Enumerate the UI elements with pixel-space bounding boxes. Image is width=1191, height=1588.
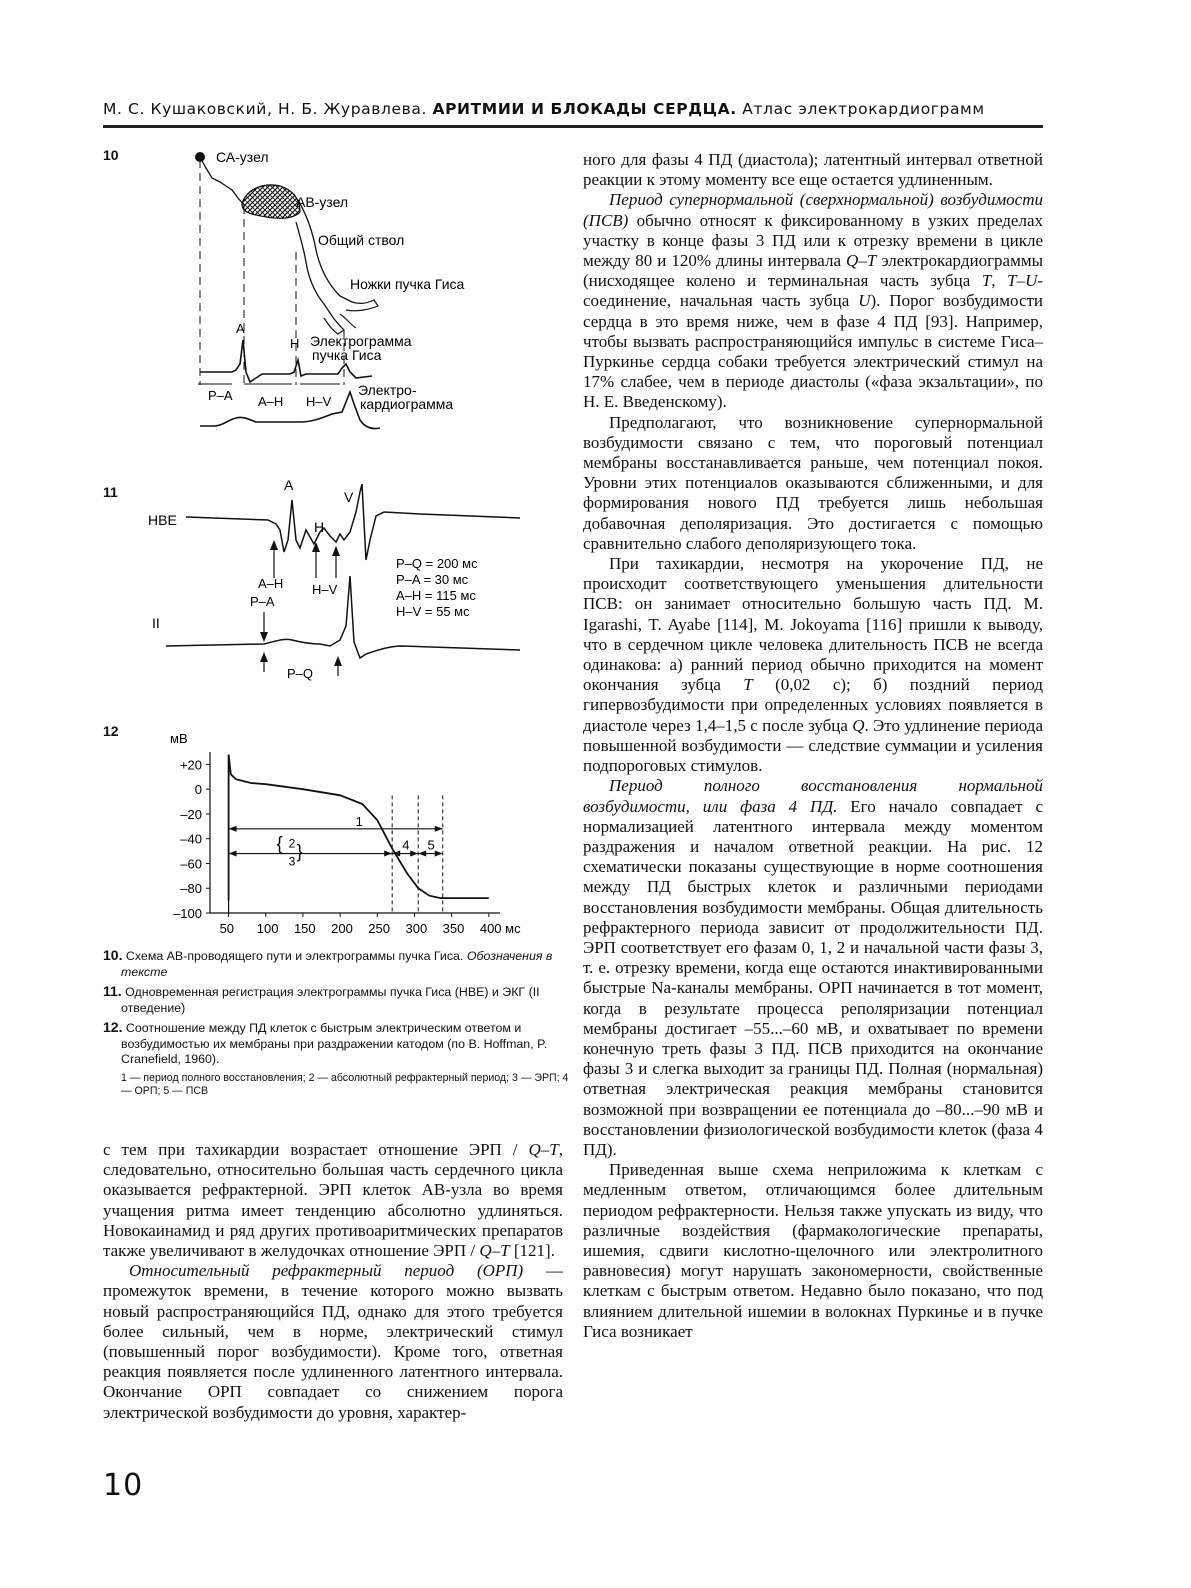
- right-paragraph-5: Приведенная выше схема неприложима к клеткам с медленным ответом, отличающимся более длительным периодом рефрактерности. Нельзя также упускать из виду, что различные воздействия (фармакологические препараты, ишемия, сдвиги кислотно-щелочного или электролитного равновесия) могут нарушать закономерности, свойственные клеткам с быстрым ответом. Недавно было показано, что под влиянием длительной ишемии в волокнах Пуркинье и в пучке Гиса возникает: [583, 1160, 1043, 1341]
- right-paragraph-1: Период супернормальной (сверхнормальной) возбудимости (ПСВ) обычно относят к фиксированному в узких пределах участку в конце фазы 3 ПД или к отрезку времени в цикле между 80 и 120% длины интервала Q–T электрокардиограммы (нисходящее колено и терминальная часть зубца T, T–U-соединение, начальная часть зубца U). Порог возбудимости сердца в это время ниже, чем в фазе 4 ПД [93]. Например, чтобы вызвать распространяющийся импульс в системе Гиса–Пуркинье сердца собаки требуется электрический стимул на 17% слабее, чем в периоде диастолы («фаза экзальтации», по Н. Е. Введенскому).: [583, 190, 1044, 412]
- x-tick-label: 150: [293, 921, 316, 936]
- right-paragraph-0: ного для фазы 4 ПД (диастола); латентный интервал ответной реакции к этому моменту все еще остается удлиненным.: [583, 150, 1043, 190]
- figure-10-number: 10: [103, 147, 119, 163]
- y-tick-label: –20: [180, 806, 202, 822]
- measurement-hv: H–V = 55 мс: [396, 604, 470, 619]
- y-tick-label: –40: [180, 831, 202, 847]
- label-h-wave: H: [314, 519, 325, 535]
- x-tick-label: 350: [442, 921, 465, 936]
- label-common-trunk: Общий ствол: [318, 232, 405, 248]
- figure-11-diagram: [140, 470, 570, 690]
- y-tick-label: –100: [173, 906, 202, 921]
- running-header: [103, 100, 1043, 118]
- page-number: 10: [103, 1468, 144, 1503]
- header-subtitle: Атлас электрокардиограмм: [742, 100, 985, 118]
- label-hbe-2: пучка Гиса: [312, 347, 382, 363]
- measurement-ah: A–H = 115 мс: [396, 588, 476, 603]
- label-h: H: [290, 336, 300, 351]
- period-1-label: 1: [355, 813, 363, 829]
- header-authors: М. С. Кушаковский, Н. Б. Журавлева.: [103, 100, 427, 118]
- y-tick-label: 0: [194, 782, 202, 798]
- brace-right: }: [296, 841, 303, 862]
- x-tick-label: 200: [331, 921, 353, 936]
- label-hbe: HBE: [148, 512, 177, 528]
- period-2-3-arrow-arrow-end: [384, 851, 392, 857]
- caption-11: 11. Одновременная регистрация электрограммы пучка Гиса (HBE) и ЭКГ (II отведение): [103, 983, 540, 1015]
- label-a: A: [236, 321, 245, 336]
- figure-10-diagram: [150, 140, 570, 440]
- label-hv: H–V: [312, 582, 338, 597]
- common-trunk-top: [298, 200, 352, 302]
- chart-unit-label: мВ: [170, 731, 188, 746]
- label-hv-interval: H–V: [306, 394, 332, 409]
- x-tick-label: 400 мс: [479, 921, 521, 936]
- label-av-node: АВ-узел: [296, 194, 349, 210]
- caption-12: 12. Соотношение между ПД клеток с быстрым электрическим ответом и возбудимостью их мембраны при раздражении катодом (по B. Hoffman, P. Cranefield, 1960).: [103, 1019, 548, 1066]
- period-4-arrow-arrow-end: [410, 851, 418, 857]
- period-1-arrow-arrow-end: [435, 826, 443, 832]
- x-tick-label: 50: [219, 921, 235, 936]
- label-ah: A–H: [258, 576, 284, 591]
- right-paragraph-2: Предполагают, что возникновение супернормальной возбудимости связано с тем, что пороговый потенциал мембраны восстанавливается раньше, чем потенциал покоя. Уровни этих потенциалов оказываются сближенными, и для формирования нового ПД требуется лишь небольшая добавочная деполяризация. Это достигается с помощью сравнительно слабого деполяризующего тока.: [583, 412, 1043, 553]
- period-2-label: 2: [288, 836, 296, 851]
- label-ah-interval: A–H: [258, 394, 284, 409]
- header-rule: [103, 125, 1043, 128]
- y-tick-label: +20: [179, 757, 202, 773]
- label-lead-ii: II: [152, 615, 160, 631]
- left-paragraph-1: с тем при тахикардии возрастает отношение ЭРП / Q–T, следовательно, относительно большая часть сердечного цикла оказывается рефрактерной. ЭРП клеток АВ-узла во время учащения ритма имеет тенденцию абсолютно удлиняться. Новокаинамид и ряд других противоаритмических препаратов также увеличивают в желудочках отношение ЭРП / Q–T [121].: [103, 1140, 563, 1261]
- left-column-text: [103, 1140, 563, 1423]
- y-tick-label: –80: [180, 881, 202, 897]
- period-1-arrow-arrow-start: [229, 826, 237, 832]
- caption-12-legend: 1 — период полного восстановления; 2 — абсолютный рефрактерный период; 3 — ЭРП; 4 — ОРП; 5 — ПСВ: [121, 1071, 569, 1097]
- av-node-shape: [242, 185, 300, 218]
- label-pa-interval: P–A: [208, 388, 233, 403]
- caption-10: 10. Схема АВ-проводящего пути и электрограммы пучка Гиса. Обозначения в тексте: [103, 947, 553, 979]
- period-3-label: 3: [288, 854, 296, 869]
- x-tick-label: 250: [368, 921, 391, 936]
- period-2-3-arrow-arrow-start: [229, 851, 237, 857]
- label-a-wave: A: [284, 477, 294, 493]
- measurement-pa: P–A = 30 мс: [396, 572, 469, 587]
- period-4-label: 4: [402, 837, 410, 853]
- measurement-pq: P–Q = 200 мс: [396, 556, 478, 571]
- right-paragraph-4: Период полного восстановления нормальной возбудимости, или фаза 4 ПД. Его начало совпадает с нормализацией латентного интервала между моментом раздражения и началом ответной реакции. На рис. 12 схематически показаны существующие в норме соотношения между ПД быстрых клеток и различными периодами восстановления возбудимости мембраны. Общая длительность рефрактерного периода зависит от продолжительности ПД. ЭРП соответствует его фазам 0, 1, 2 и начальной части фазы 3, т. е. отрезку времени, когда еще остаются инактивированными быстрые Na-каналы мембраны. ОРП начинается в тот момент, когда в результате процесса реполяризации потенциал мембраны достигает –55...–60 мВ, и охватывает по времени конечную треть фазы 3 ПД. ПСВ приходится на окончание фазы 3 и слегка выходит за границы ПД. Полная (нормальная) ответная электрическая реакция мембраны становится возможной при возвращении ее потенциала до –80...–90 мВ и восстановлении физиологической возбудимости клеток (фаза 4 ПД).: [583, 776, 1043, 1159]
- x-tick-label: 100: [256, 921, 279, 936]
- label-v-wave: V: [344, 489, 354, 505]
- bundle-branch-left: [324, 316, 344, 334]
- figure-12-chart: [150, 720, 570, 945]
- label-pa: P–A: [250, 594, 275, 609]
- period-5-arrow-arrow-end: [435, 851, 443, 857]
- right-paragraph-3: При тахикардии, несмотря на укорочение ПД, не происходит соответствующего уменьшения длительности ПСВ: он занимает относительно большую часть ПД. M. Igarashi, T. Ayabe [114], M. Jokoyama [116] пришли к выводу, что в сердечном цикле человека длительность ПСВ не всегда одинакова: а) ранний период обычно приходится на момент окончания зубца T (0,02 с); б) поздний период гипервозбудимости при определенных условиях появляется в диастоле через 1,4–1,5 с после зубца Q. Это удлинение периода повышенной возбудимости — следствие суммации и усиления подпороговых стимулов.: [583, 554, 1044, 776]
- label-ecg-1: Электро-: [358, 382, 417, 398]
- label-ecg-2: кардиограмма: [360, 396, 454, 412]
- brace-left: {: [276, 833, 283, 854]
- figure-11-number: 11: [103, 484, 118, 500]
- y-tick-label: –60: [180, 856, 202, 872]
- right-column-text: [583, 150, 1043, 1342]
- left-paragraph-2: Относительный рефрактерный период (ОРП) — промежуток времени, в течение которого можно вызвать новый распространяющийся ПД, однако для этого требуется более сильный, чем в норме, электрический стимул (повышенный порог возбудимости). Кроме того, ответная реакция появляется после удлиненного латентного интервала. Окончание ОРП совпадает со снижением порога электрической возбудимости до уровня, характер-: [103, 1261, 563, 1422]
- period-5-arrow-arrow-start: [418, 851, 426, 857]
- header-book-title: АРИТМИИ И БЛОКАДЫ СЕРДЦА.: [432, 100, 737, 118]
- period-5-label: 5: [427, 837, 435, 853]
- label-sa-node: СА-узел: [216, 149, 269, 165]
- figure-captions: [103, 948, 573, 1102]
- x-tick-label: 300: [405, 921, 428, 936]
- label-bundle-branches: Ножки пучка Гиса: [350, 276, 465, 292]
- label-pq: P–Q: [287, 666, 314, 681]
- figure-12-number: 12: [103, 723, 119, 739]
- label-hbe-1: Электрограмма: [310, 333, 412, 349]
